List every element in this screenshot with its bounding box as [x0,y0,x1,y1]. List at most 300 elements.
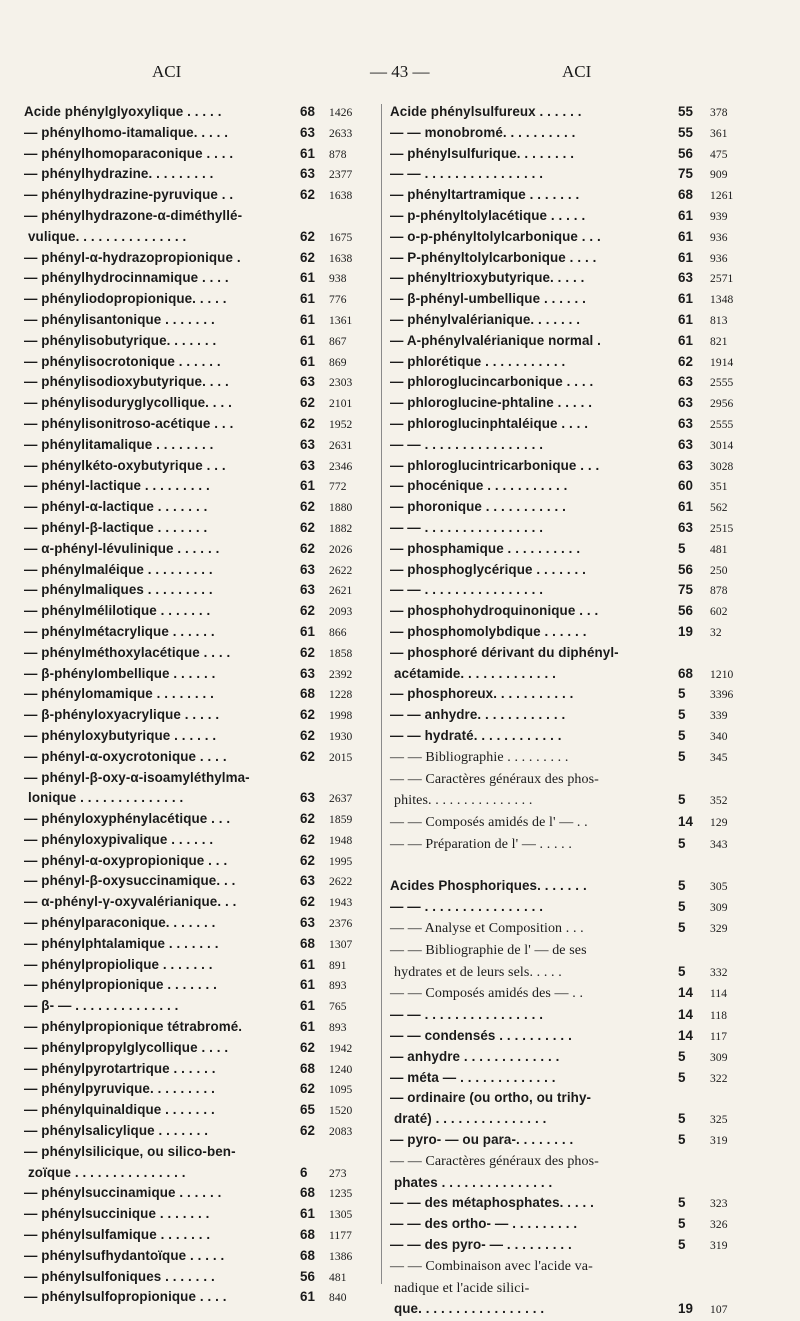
entry-label: — phénylsulfopropionique . . . . [24,1289,227,1305]
entry-page: 345 [710,751,728,764]
entry-volume: 63 [300,665,316,681]
entry-label: nadique et l'acide silici- [394,1280,530,1296]
entry-volume: 56 [300,1268,316,1284]
entry-volume: 14 [678,1007,694,1023]
entry-volume: 61 [300,291,316,307]
entry-label: — phloroglucincarbonique . . . . [390,374,594,390]
entry-label: — — . . . . . . . . . . . . . . . . [390,166,544,182]
index-entry [24,227,380,248]
entry-label: — phényl-α-lactique . . . . . . . [24,499,208,515]
entry-label: — p-phényltolylacétique . . . . . [390,207,586,223]
index-entry [24,996,380,1017]
entry-label: — phénylpropionique tétrabromé. [24,1019,243,1035]
index-entry [24,476,380,497]
index-entry [390,1278,740,1300]
entry-page: 1998 [329,710,353,723]
entry-volume: 62 [300,1123,316,1139]
entry-volume: 63 [300,457,316,473]
entry-page: 309 [710,902,728,915]
entry-volume: 5 [678,792,686,808]
entry-label: — phényliodopropionique. . . . . [24,291,227,307]
header-left: ACI [152,62,182,81]
entry-volume: 63 [300,561,316,577]
entry-volume: 14 [678,814,694,830]
index-entry [390,747,740,769]
entry-label: — — . . . . . . . . . . . . . . . . [390,1007,544,1023]
entry-label: — phényl-α-oxypropionique . . . [24,852,228,868]
entry-page: 378 [710,107,728,119]
index-entry [24,955,380,976]
entry-label: — — Préparation de l' — . . . . . [390,836,572,852]
index-entry [390,206,740,227]
index-entry [390,414,740,435]
entry-volume: 75 [678,166,694,182]
entry-page: 2631 [329,439,353,452]
entry-volume: 56 [678,603,694,619]
entry-label: — pyro- — ou para-. . . . . . . . [390,1132,574,1148]
entry-label: — phényl-α-oxycrotonique . . . . [24,748,227,764]
entry-volume: 56 [678,561,694,577]
entry-page: 1240 [329,1063,353,1076]
entry-volume: 61 [678,499,694,515]
entry-label: — phénylitamalique . . . . . . . . [24,436,214,452]
entry-page: 1675 [329,231,353,244]
index-entry [390,684,740,705]
entry-label: — phénylsuccinique . . . . . . . [24,1206,210,1222]
index-entry [390,352,740,373]
index-entry [390,456,740,477]
entry-label: — anhydre . . . . . . . . . . . . . [390,1048,560,1064]
entry-page: 1952 [329,418,353,431]
entry-volume: 19 [678,623,694,639]
index-entry [390,1088,740,1109]
entry-page: 776 [329,294,347,307]
entry-volume: 63 [678,457,694,473]
entry-volume: 63 [300,124,316,140]
entry-label: — — . . . . . . . . . . . . . . . . [390,519,544,535]
index-entry [24,913,380,934]
index-entry [390,164,740,185]
entry-page: 319 [710,1135,728,1148]
entry-page: 2346 [329,460,353,473]
entry-label: vulique. . . . . . . . . . . . . . . [28,228,187,244]
index-entry [24,435,380,456]
index-entry [24,809,380,830]
entry-label: — β- — . . . . . . . . . . . . . . [24,998,179,1014]
entry-page: 765 [329,1001,347,1014]
entry-volume: 62 [300,852,316,868]
entry-label: — — Combinaison avec l'acide va- [390,1258,593,1274]
entry-page: 1348 [710,294,734,307]
index-entry [24,1121,380,1142]
entry-page: 2622 [329,564,353,577]
entry-label: — phényl-α-hydrazopropionique . [24,249,241,265]
index-entry [24,622,380,643]
entry-volume: 68 [678,665,694,681]
index-entry [390,476,740,497]
entry-label: — phosphomolybdique . . . . . . [390,623,587,639]
index-entry [24,331,380,352]
entry-page: 936 [710,231,728,244]
entry-volume: 61 [300,1206,316,1222]
entry-volume: 63 [678,374,694,390]
index-entry [24,289,380,310]
entry-label: — phénylsufhydantoïque . . . . . [24,1247,225,1263]
page-number: — 43 — [370,62,430,81]
index-entry [24,892,380,913]
entry-label: — phénylpropylglycollique . . . . [24,1039,229,1055]
entry-page: 1942 [329,1042,353,1055]
entry-label: — phénylpyruvique. . . . . . . . . [24,1081,215,1097]
entry-volume: 61 [678,311,694,327]
index-entry [24,123,380,144]
entry-volume: 63 [678,436,694,452]
index-entry [24,185,380,206]
entry-page: 3014 [710,439,734,452]
entry-page: 361 [710,127,728,140]
index-entry [390,372,740,393]
entry-page: 2026 [329,543,353,556]
entry-label: draté) . . . . . . . . . . . . . . . [394,1111,547,1127]
index-entry [24,1163,380,1184]
index-entry [390,918,740,940]
entry-page: 309 [710,1051,728,1064]
entry-label: — phénylméthoxylacétique . . . . [24,644,231,660]
entry-page: 772 [329,481,347,494]
entry-page: 1307 [329,938,353,951]
entry-volume: 62 [300,811,316,827]
index-entry [390,248,740,269]
entry-volume: 68 [300,1247,316,1263]
entry-label: — — Composés amidés de l' — . . [390,815,588,831]
entry-volume: 62 [678,353,694,369]
entry-label: — phénylhydrocinnamique . . . . [24,270,229,286]
index-entry [24,1100,380,1121]
entry-volume: 63 [678,415,694,431]
entry-page: 32 [710,626,722,639]
entry-page: 326 [710,1219,728,1232]
index-entry [24,747,380,768]
index-entry [390,1068,740,1089]
index-entry [390,622,740,643]
entry-volume: 61 [300,1019,316,1035]
entry-page: 250 [710,564,728,577]
entry-page: 1095 [329,1084,353,1097]
entry-page: 1948 [329,834,353,847]
entry-label: — phosphoré dérivant du diphényl- [390,644,619,660]
entry-label: — phénylsulfurique. . . . . . . . [390,145,575,161]
entry-volume: 56 [678,145,694,161]
entry-page: 1638 [329,252,353,265]
entry-page: 2621 [329,585,353,598]
entry-volume: 62 [300,644,316,660]
entry-volume: 62 [300,894,316,910]
index-entry [24,975,380,996]
entry-page: 893 [329,980,347,993]
entry-label: — phényloxybutyrique . . . . . . [24,727,217,743]
index-entry [390,1005,740,1026]
entry-volume: 62 [300,499,316,515]
entry-page: 129 [710,817,728,830]
index-entry [24,560,380,581]
entry-label: — phosphoglycérique . . . . . . . [390,561,586,577]
entry-volume: 5 [678,686,686,702]
entry-label: — phénylsalicylique . . . . . . . [24,1123,209,1139]
entry-volume: 68 [300,1060,316,1076]
entry-page: 909 [710,169,728,182]
entry-page: 1520 [329,1105,353,1118]
entry-volume: 68 [300,1185,316,1201]
index-entry [390,268,740,289]
index-entry [390,769,740,791]
index-entry [24,206,380,227]
entry-page: 2637 [329,793,353,806]
entry-label: — — anhydre. . . . . . . . . . . . [390,707,566,723]
entry-volume: 61 [678,228,694,244]
index-entry [24,414,380,435]
entry-volume: 5 [678,1132,686,1148]
entry-volume: 62 [300,707,316,723]
entry-volume: 61 [678,249,694,265]
entry-page: 118 [710,1010,728,1023]
entry-label: zoïque . . . . . . . . . . . . . . . [28,1164,186,1180]
entry-page: 1426 [329,107,353,119]
index-entry [390,185,740,206]
entry-volume: 5 [678,727,686,743]
entry-volume: 63 [300,790,316,806]
entry-label: — — . . . . . . . . . . . . . . . . [390,436,544,452]
entry-page: 3396 [710,689,734,702]
entry-label: — o-p-phényltolylcarbonique . . . [390,228,601,244]
entry-volume: 14 [678,1028,694,1044]
entry-volume: 62 [300,1081,316,1097]
column-divider [381,104,382,1284]
index-entry [390,518,740,539]
entry-label: que. . . . . . . . . . . . . . . . . [394,1301,545,1317]
entry-page: 107 [710,1304,728,1317]
entry-page: 2083 [329,1126,353,1139]
entry-label: — phényl-β-oxysuccinamique. . . [24,873,236,889]
entry-label: Acides Phosphoriques. . . . . . . [390,878,587,894]
entry-label: — phénylparaconique. . . . . . . [24,915,216,931]
entry-volume: 61 [300,1289,316,1305]
entry-volume: 61 [300,145,316,161]
entry-page: 939 [710,210,728,223]
entry-page: 869 [329,356,347,369]
entry-label: — phénylisantonique . . . . . . . [24,311,215,327]
index-entry [24,1225,380,1246]
entry-label: — — . . . . . . . . . . . . . . . . [390,582,544,598]
entry-volume: 63 [300,436,316,452]
entry-label: — — des ortho- — . . . . . . . . . [390,1216,578,1232]
entry-page: 3028 [710,460,734,473]
index-entry [390,560,740,581]
entry-page: 1914 [710,356,734,369]
entry-label: — phoronique . . . . . . . . . . . [390,499,566,515]
entry-volume: 61 [300,332,316,348]
index-entry [24,518,380,539]
entry-volume: 5 [678,707,686,723]
index-entry [24,268,380,289]
entry-label: — phloroglucinphtaléique . . . . [390,415,589,431]
entry-volume: 61 [300,623,316,639]
page-header [0,62,800,86]
index-entry [390,123,740,144]
index-entry [390,601,740,622]
entry-page: 1177 [329,1230,352,1243]
entry-volume: 61 [300,270,316,286]
entry-page: 891 [329,959,347,972]
entry-page: 339 [710,710,728,723]
entry-volume: 60 [678,478,694,494]
entry-label: — phénylhomoparaconique . . . . [24,145,234,161]
entry-page: 867 [329,335,347,348]
index-entry [24,310,380,331]
entry-label: — phénylphtalamique . . . . . . . [24,935,219,951]
index-entry [24,726,380,747]
index-entry [24,934,380,955]
entry-label: — — . . . . . . . . . . . . . . . . [390,899,544,915]
index-entry [390,1151,740,1173]
entry-volume: 5 [678,1111,686,1127]
entry-volume: 61 [678,207,694,223]
entry-label: — — condensés . . . . . . . . . . [390,1028,572,1044]
entry-volume: 68 [300,104,316,119]
entry-page: 2622 [329,876,353,889]
entry-volume: 5 [678,1048,686,1064]
index-entry [390,897,740,918]
entry-label: — phénylhydrazine. . . . . . . . . [24,166,214,182]
entry-label: — phénylsilicique, ou silico-ben- [24,1143,236,1159]
index-entry [390,331,740,352]
index-entry [390,1026,740,1047]
entry-page: 475 [710,148,728,161]
entry-volume: 55 [678,104,694,119]
entry-label: — — Bibliographie de l' — de ses [390,942,587,958]
entry-volume: 55 [678,124,694,140]
index-entry [24,1246,380,1267]
entry-label: — phénylmélilotique . . . . . . . [24,603,211,619]
index-entry [24,497,380,518]
entry-page: 1858 [329,647,353,660]
index-entry [24,601,380,622]
entry-page: 2555 [710,418,734,431]
entry-volume: 14 [678,985,694,1001]
entry-page: 602 [710,606,728,619]
entry-volume: 63 [300,374,316,390]
entry-page: 813 [710,314,728,327]
index-entry [390,812,740,834]
entry-page: 1235 [329,1188,353,1201]
entry-volume: 62 [300,228,316,244]
entry-volume: 62 [300,831,316,847]
index-entry [24,788,380,809]
entry-page: 325 [710,1114,728,1127]
entry-label: — phénylsulfoniques . . . . . . . [24,1268,215,1284]
index-entry [390,102,740,123]
index-entry [390,227,740,248]
index-entry [24,705,380,726]
entry-page: 117 [710,1031,728,1044]
entry-label: — phénylisobutyrique. . . . . . . [24,332,217,348]
entry-volume: 62 [300,395,316,411]
entry-page: 114 [710,988,728,1001]
entry-label: — phénylhydrazine-pyruvique . . [24,187,234,203]
entry-label: — phénylkéto-oxybutyrique . . . [24,457,226,473]
entry-volume: 62 [300,249,316,265]
index-entry [390,705,740,726]
entry-label: — — monobromé. . . . . . . . . . [390,124,576,140]
index-entry [390,580,740,601]
entry-page: 1261 [710,190,734,203]
index-entry [390,940,740,962]
entry-label: — β-phényloxyacrylique . . . . . [24,707,220,723]
entry-volume: 65 [300,1102,316,1118]
entry-label: — P-phényltolylcarbonique . . . . [390,249,597,265]
entry-label: — phénylvalérianique. . . . . . . [390,311,581,327]
entry-label: — A-phénylvalérianique normal . [390,332,601,348]
entry-page: 1882 [329,522,353,535]
entry-page: 1638 [329,190,353,203]
entry-label: — ordinaire (ou ortho, ou trihy- [390,1090,592,1106]
header-right: ACI [562,62,592,81]
left-column [24,102,380,1308]
entry-page: 481 [329,1271,347,1284]
entry-volume: 61 [678,332,694,348]
entry-page: 840 [329,1292,347,1305]
entry-label: — phénylsulfamique . . . . . . . [24,1227,211,1243]
entry-page: 2515 [710,522,734,535]
entry-page: 878 [329,148,347,161]
index-entry [24,830,380,851]
entry-page: 1210 [710,668,734,681]
index-entry [24,393,380,414]
entry-label: — phényl-β-lactique . . . . . . . [24,519,208,535]
index-entry [24,1287,380,1308]
entry-volume: 5 [678,748,686,764]
entry-volume: 61 [300,353,316,369]
index-entry [24,871,380,892]
entry-label: — phénylmaléique . . . . . . . . . [24,561,213,577]
entry-label: — β-phénylombellique . . . . . . [24,665,216,681]
entry-page: 1305 [329,1209,353,1222]
entry-label: — phénylquinaldique . . . . . . . [24,1102,215,1118]
entry-page: 2303 [329,377,353,390]
index-entry [24,1017,380,1038]
index-entry [24,102,380,123]
entry-label: — phényltrioxybutyrique. . . . . [390,270,585,286]
entry-label: — phénylpropiolique . . . . . . . [24,956,213,972]
index-entry [24,1204,380,1225]
index-entry [24,372,380,393]
entry-page: 878 [710,585,728,598]
entry-volume: 5 [678,899,686,915]
entry-page: 866 [329,626,347,639]
entry-volume: 62 [300,519,316,535]
entry-page: 1361 [329,314,353,327]
entry-volume: 62 [300,748,316,764]
entry-label: — phloroglucine-phtaline . . . . . [390,395,593,411]
index-entry [390,643,740,664]
index-entry [390,1047,740,1068]
index-entry [390,790,740,812]
entry-page: 2555 [710,377,734,390]
entry-label: — phényl-lactique . . . . . . . . . [24,478,210,494]
entry-label: — α-phényl-γ-oxyvalérianique. . . [24,894,237,910]
entry-label: — β-phényl-umbellique . . . . . . [390,291,586,307]
index-entry [24,144,380,165]
entry-volume: 5 [678,1216,686,1232]
